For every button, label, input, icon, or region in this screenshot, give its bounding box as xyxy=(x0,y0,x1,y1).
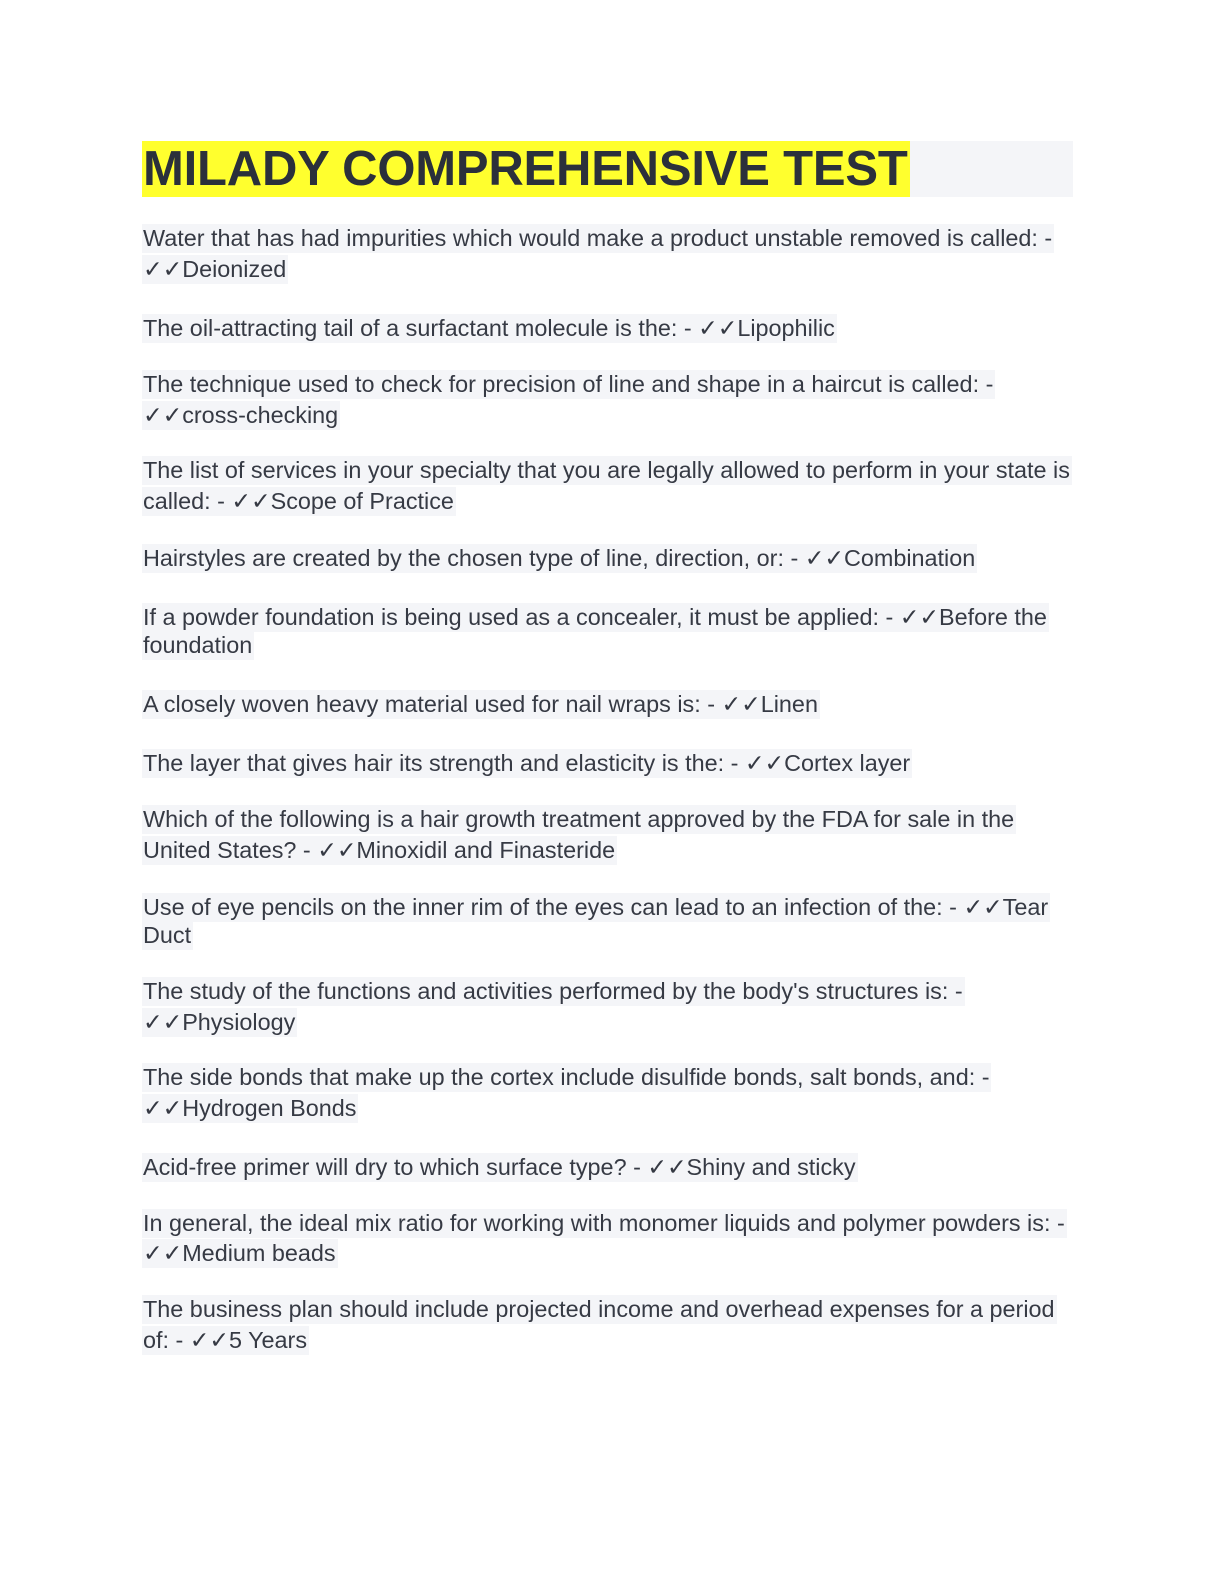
qa-item xyxy=(142,543,1077,574)
qa-item xyxy=(142,369,1077,431)
qa-text: A closely woven heavy material used for nail wraps is: - ✓✓Linen xyxy=(143,691,818,717)
qa-item xyxy=(142,689,1077,720)
qa-text: The study of the functions and activities performed by the body's structures is: - ✓✓Physiology xyxy=(143,978,963,1035)
qa-text: Acid-free primer will dry to which surface type? - ✓✓Shiny and sticky xyxy=(143,1154,856,1180)
qa-text: Hairstyles are created by the chosen type of line, direction, or: - ✓✓Combination xyxy=(143,545,976,571)
qa-text: The side bonds that make up the cortex include disulfide bonds, salt bonds, and: - ✓✓Hydrogen Bonds xyxy=(143,1064,990,1121)
qa-item xyxy=(142,1208,1077,1268)
qa-item xyxy=(142,976,1077,1038)
qa-text: Water that has had impurities which would make a product unstable removed is called: - ✓✓Deionized xyxy=(143,225,1053,282)
qa-item xyxy=(142,313,1077,344)
qa-text: The layer that gives hair its strength and elasticity is the: - ✓✓Cortex layer xyxy=(143,750,911,776)
qa-item xyxy=(142,603,1077,659)
qa-text: Use of eye pencils on the inner rim of the eyes can lead to an infection of the: - ✓✓Tear Duct xyxy=(143,894,1049,948)
qa-item xyxy=(142,893,1077,949)
qa-item xyxy=(142,1062,1077,1124)
title-block xyxy=(142,141,1073,197)
document-title: MILADY COMPREHENSIVE TEST xyxy=(143,142,908,196)
qa-text: If a powder foundation is being used as a concealer, it must be applied: - ✓✓Before the foundation xyxy=(143,604,1047,658)
qa-text: The oil-attracting tail of a surfactant molecule is the: - ✓✓Lipophilic xyxy=(143,315,835,341)
qa-item xyxy=(142,804,1077,866)
qa-text: In general, the ideal mix ratio for working with monomer liquids and polymer powders is: - ✓✓Medium beads xyxy=(143,1210,1065,1266)
qa-text: The technique used to check for precision of line and shape in a haircut is called: - ✓✓cross-checking xyxy=(143,371,994,428)
qa-text: The list of services in your specialty that you are legally allowed to perform in your state is called: - ✓✓Scope of Practice xyxy=(143,457,1070,514)
qa-item xyxy=(142,748,1077,779)
qa-item xyxy=(142,1294,1077,1356)
qa-text: The business plan should include projected income and overhead expenses for a period of: - ✓✓5 Years xyxy=(143,1296,1055,1353)
qa-item xyxy=(142,1152,1077,1183)
qa-item xyxy=(142,223,1077,285)
qa-text: Which of the following is a hair growth treatment approved by the FDA for sale in the United States? - ✓✓Minoxidil and Finasteride xyxy=(143,806,1015,863)
qa-item xyxy=(142,455,1077,517)
